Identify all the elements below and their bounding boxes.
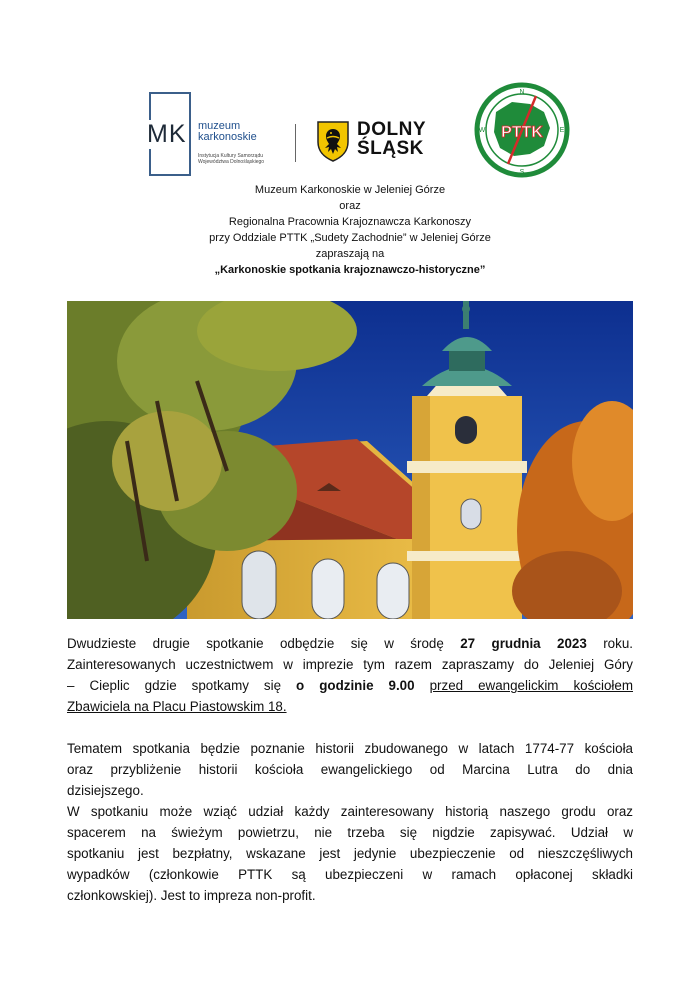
meeting-date: 27 grudnia 2023 [460, 636, 587, 651]
header-line-pracownia: Regionalna Pracownia Krajoznawcza Karkonoszy [228, 216, 472, 228]
paragraph-meeting-info [67, 633, 633, 717]
slask-word: ŚLĄSK [357, 138, 424, 159]
p1-text-space [415, 678, 430, 693]
p1-text-intro: Dwudzieste drugie spotkanie odbędzie się w środę [67, 636, 461, 651]
p2-line2: oraz przybliżenie historii kościoła ewangelickiego od Marcina Lutra do dnia [67, 762, 633, 777]
header-line-oddzial: przy Oddziale PTTK „Sudety Zachodnie” w Jeleniej Górze [209, 232, 491, 244]
p1-text-roku: roku. [586, 636, 633, 651]
header-line-zapraszaja: zapraszają na [315, 248, 385, 260]
dolny-word: DOLNY [357, 119, 426, 140]
dolny-slask-logo-text [357, 120, 426, 158]
pttk-text: PTTK [501, 124, 543, 141]
header-line-museum: Muzeum Karkonoskie w Jeleniej Górze [254, 184, 446, 196]
p1-line2: Zainteresowanych uczestnictwem w imprezie tym razem zapraszamy do Jeleniej Góry [67, 657, 633, 672]
mk-subtitle-1: Instytucja Kultury Samorządu [198, 153, 264, 159]
p3-line5: członkowskiej). Jest to impreza non-profit. [67, 888, 316, 903]
mk-subtitle-2: Województwa Dolnośląskiego [198, 159, 265, 165]
dolny-slask-shield-icon [316, 120, 350, 162]
mk-letters: MK [147, 120, 187, 148]
p3-line2: spacerem na świeżym powietrzu, nie trzeba się nigdzie zapisywać. Udział w [67, 825, 633, 840]
paragraph-participation [67, 801, 633, 906]
p3-line1: W spotkaniu może wziąć udział każdy zainteresowany historią naszego grodu oraz [67, 804, 633, 819]
muzeum-karkonoskie-logo [146, 92, 286, 178]
p2-line3: dzisiejszego. [67, 783, 144, 798]
p3-line4: wypadków (członkowie PTTK są ubezpieczeni w ramach opłaconej składki [67, 867, 633, 882]
mk-word-karkonoskie: karkonoskie [198, 131, 257, 143]
logo-divider [295, 124, 296, 162]
church-photo [67, 301, 633, 619]
p1-text-cieplice: – Cieplic gdzie spotkamy się [67, 678, 297, 693]
p2-line1: Tematem spotkania będzie poznanie historii zbudowanego w latach 1774-77 kościoła [67, 741, 633, 756]
logo-bar [0, 80, 700, 180]
compass-s: S [519, 169, 525, 176]
meeting-place-part1: przed ewangelickim kościołem [429, 678, 633, 693]
paragraph-topic [67, 738, 633, 801]
p1-line1 [67, 633, 633, 654]
p3-line3: spotkaniu jest bezpłatny, wskazane jest jedynie ubezpieczenie od nieszczęśliwych [67, 846, 633, 861]
header-line-oraz: oraz [339, 200, 361, 212]
compass-n: N [519, 89, 525, 96]
pttk-logo [474, 82, 570, 178]
event-title: „Karkonoskie spotkania krajoznawczo-historyczne” [214, 264, 486, 276]
compass-w: W [478, 127, 486, 134]
meeting-place-part2: Zbawiciela na Placu Piastowskim 18. [67, 699, 287, 714]
meeting-time: o godzinie 9.00 [296, 678, 415, 693]
compass-e: E [559, 127, 565, 134]
p1-line3 [67, 675, 633, 696]
mk-word-muzeum: muzeum [198, 120, 241, 132]
